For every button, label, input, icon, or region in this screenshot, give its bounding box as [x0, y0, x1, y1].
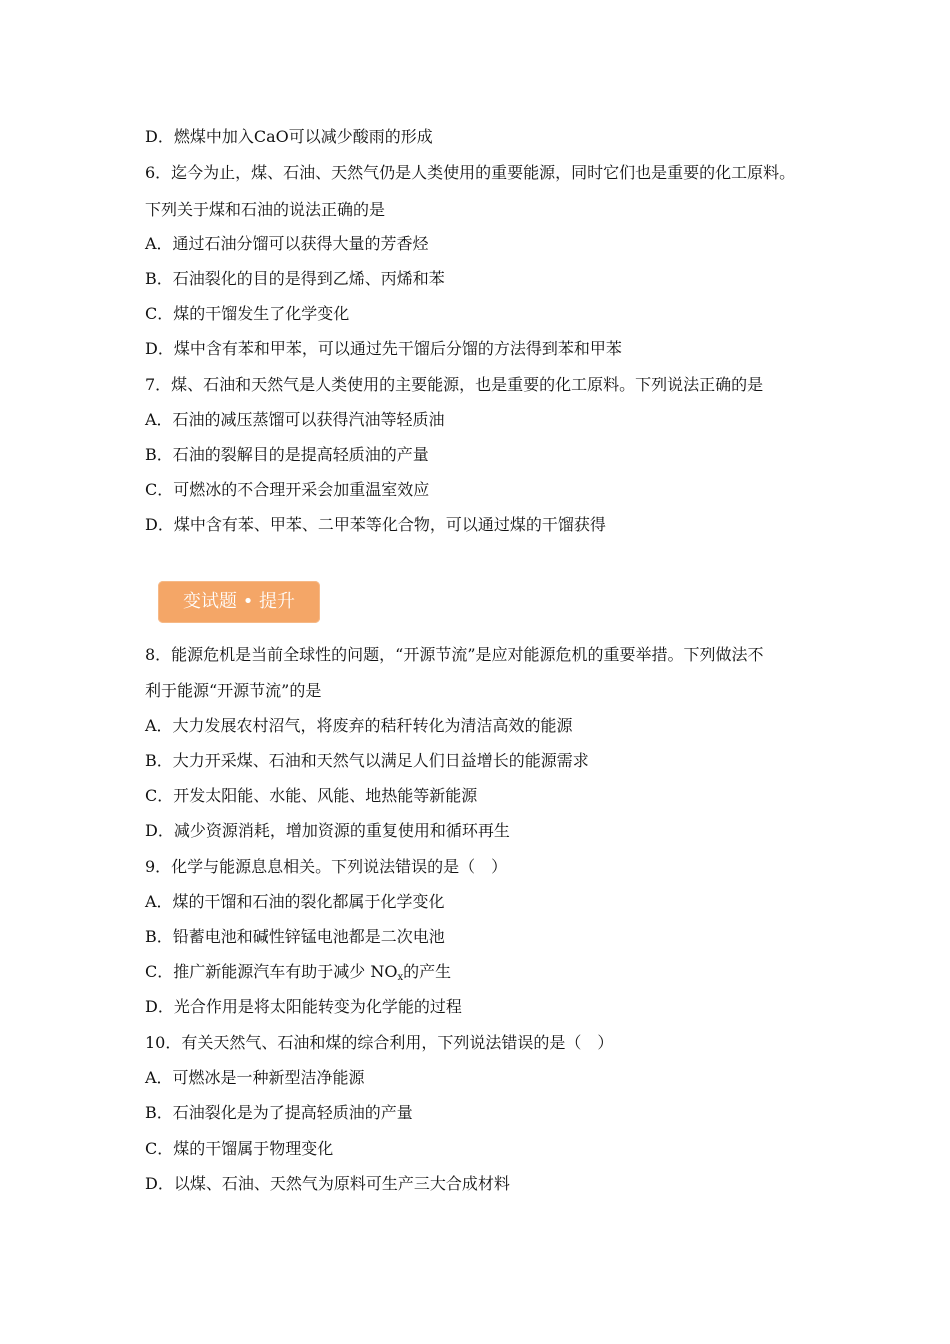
- question-8-stem: 8．能源危机是当前全球性的问题，“开源节流”是应对能源危机的重要举措。下列做法不: [145, 645, 764, 664]
- question-8-stem-cont: 利于能源“开源节流”的是: [145, 681, 322, 700]
- option-9b: B．铅蓄电池和碱性锌锰电池都是二次电池: [145, 927, 445, 946]
- question-9-stem: 9．化学与能源息息相关。下列说法错误的是（ ）: [145, 857, 508, 876]
- option-10d: D．以煤、石油、天然气为原料可生产三大合成材料: [145, 1174, 510, 1193]
- option-10a: A．可燃冰是一种新型洁净能源: [145, 1068, 365, 1087]
- option-7a: A．石油的减压蒸馏可以获得汽油等轻质油: [145, 410, 445, 429]
- option-10c: C．煤的干馏属于物理变化: [145, 1139, 334, 1158]
- option-9a: A．煤的干馏和石油的裂化都属于化学变化: [145, 892, 445, 911]
- option-6b: B．石油裂化的目的是得到乙烯、丙烯和苯: [145, 269, 445, 288]
- option-5d: D．燃煤中加入CaO可以减少酸雨的形成: [145, 127, 433, 146]
- nox-subscript: x: [397, 972, 404, 983]
- option-6a: A．通过石油分馏可以获得大量的芳香烃: [145, 234, 429, 253]
- option-9c-text: C．推广新能源汽车有助于减少 NO: [145, 962, 398, 981]
- question-6-stem: 6．迄今为止，煤、石油、天然气仍是人类使用的重要能源，同时它们也是重要的化工原料。: [145, 163, 796, 182]
- option-10b: B．石油裂化是为了提高轻质油的产量: [145, 1103, 413, 1122]
- option-7c: C．可燃冰的不合理开采会加重温室效应: [145, 480, 430, 499]
- option-8b: B．大力开采煤、石油和天然气以满足人们日益增长的能源需求: [145, 751, 589, 770]
- option-8c: C．开发太阳能、水能、风能、地热能等新能源: [145, 786, 478, 805]
- section-badge: 变试题 • 提升: [158, 581, 320, 623]
- option-8a: A．大力发展农村沼气，将废弃的秸秆转化为清洁高效的能源: [145, 716, 573, 735]
- option-9c-tail: 的产生: [403, 962, 452, 981]
- question-10-stem: 10．有关天然气、石油和煤的综合利用，下列说法错误的是（ ）: [145, 1033, 614, 1052]
- option-9d: D．光合作用是将太阳能转变为化学能的过程: [145, 997, 462, 1016]
- option-8d: D．减少资源消耗，增加资源的重复使用和循环再生: [145, 821, 510, 840]
- option-7b: B．石油的裂解目的是提高轻质油的产量: [145, 445, 429, 464]
- option-9c: [145, 960, 825, 990]
- question-6-stem-cont: 下列关于煤和石油的说法正确的是: [145, 200, 386, 219]
- option-6d: D．煤中含有苯和甲苯，可以通过先干馏后分馏的方法得到苯和甲苯: [145, 339, 622, 358]
- option-7d: D．煤中含有苯、甲苯、二甲苯等化合物，可以通过煤的干馏获得: [145, 515, 606, 534]
- option-6c: C．煤的干馏发生了化学变化: [145, 304, 350, 323]
- question-7-stem: 7．煤、石油和天然气是人类使用的主要能源，也是重要的化工原料。下列说法正确的是: [145, 375, 764, 394]
